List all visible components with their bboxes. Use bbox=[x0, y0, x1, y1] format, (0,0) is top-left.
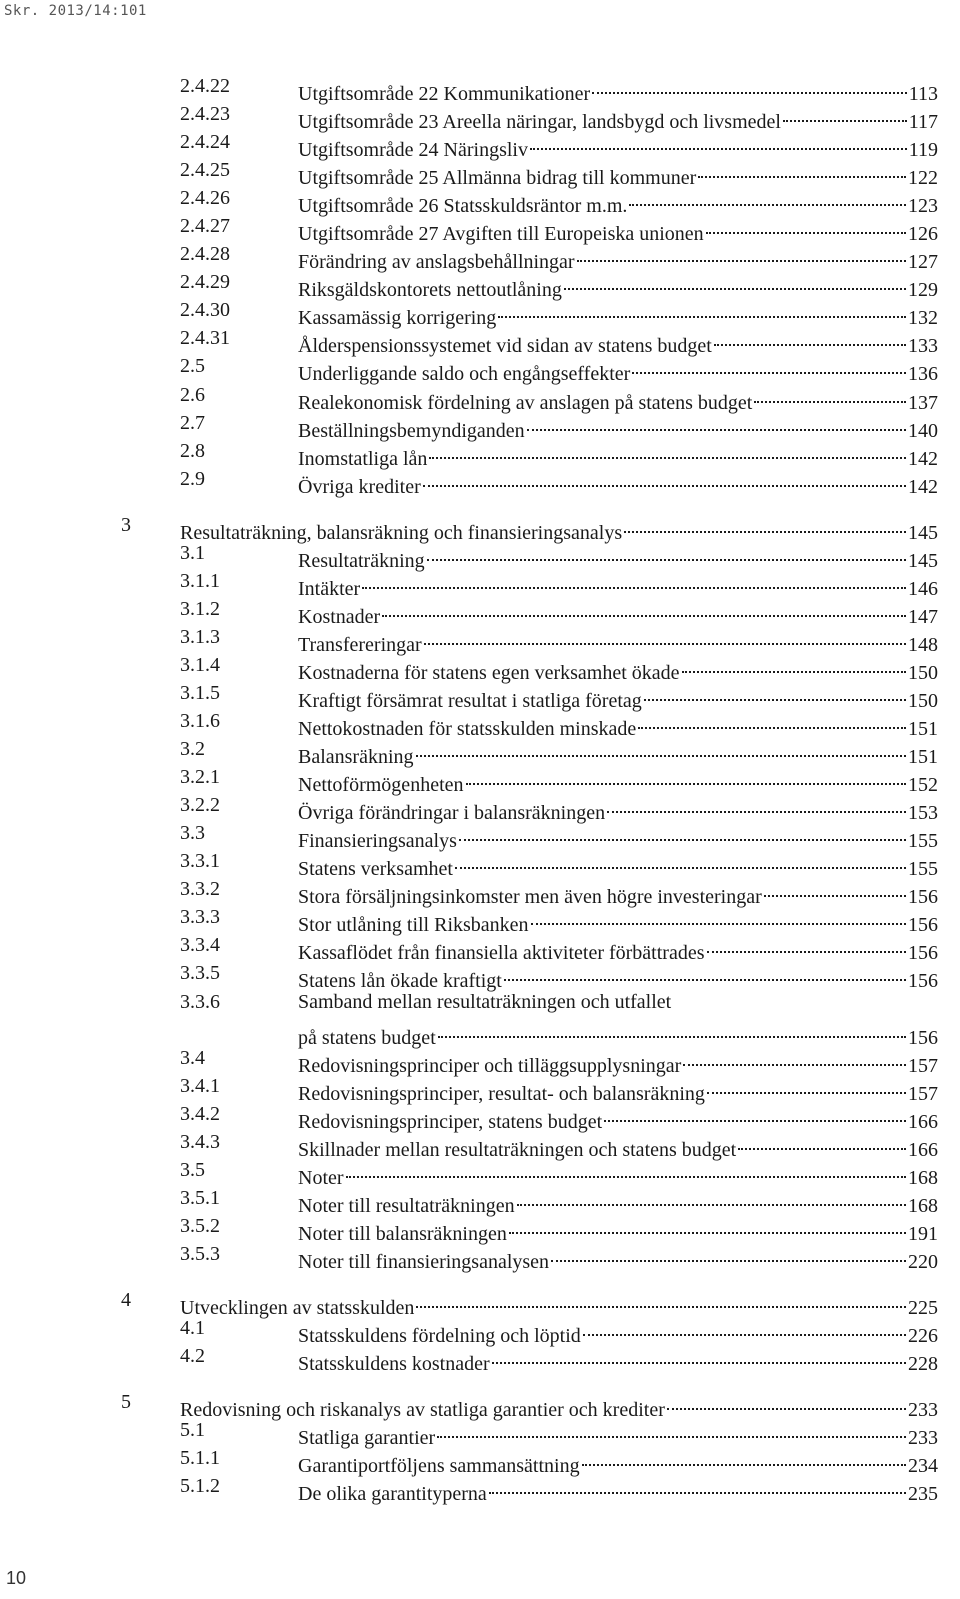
toc-entry-title: Finansieringsanalys bbox=[298, 830, 457, 853]
dot-leader bbox=[455, 847, 906, 875]
toc-entry[interactable] bbox=[0, 875, 960, 909]
toc-entry-title: Utgiftsområde 24 Näringsliv bbox=[298, 139, 528, 162]
toc-entry-page: 155 bbox=[908, 830, 938, 853]
toc-entry-title: Kassamässig korrigering bbox=[298, 307, 497, 330]
toc-entry-number: 3.4.2 bbox=[180, 1102, 220, 1125]
dot-leader bbox=[683, 1044, 906, 1072]
toc-entry-title: Nettokostnaden för statsskulden minskade bbox=[298, 718, 637, 741]
toc-entry[interactable] bbox=[0, 352, 960, 386]
dot-leader bbox=[424, 623, 906, 651]
toc-chapter-entry[interactable] bbox=[0, 1286, 960, 1319]
toc-entry-title-line1: Samband mellan resultaträkningen och utfallet bbox=[298, 990, 672, 1013]
toc-entry[interactable] bbox=[0, 1184, 960, 1217]
dot-leader bbox=[459, 819, 906, 847]
toc-entry-number: 3.5.2 bbox=[180, 1214, 220, 1237]
toc-entry-number: 3.3.4 bbox=[180, 934, 220, 957]
toc-entry-title: Ålderspensionssystemet vid sidan av statens budget bbox=[298, 335, 712, 358]
toc-entry-title: Underliggande saldo och engångseffekter bbox=[298, 363, 631, 386]
toc-entry-title: Statens verksamhet bbox=[298, 858, 453, 881]
toc-entry-number: 3.4 bbox=[180, 1046, 205, 1069]
toc-entry[interactable] bbox=[0, 707, 960, 741]
toc-entry[interactable] bbox=[0, 184, 960, 218]
toc-entry-page: 156 bbox=[908, 970, 938, 993]
toc-entry-page: 226 bbox=[908, 1325, 938, 1348]
toc-entry-number: 3.3.6 bbox=[180, 990, 220, 1013]
toc-entry-page: 153 bbox=[908, 802, 938, 825]
toc-entry-number: 4.2 bbox=[180, 1345, 205, 1368]
toc-chapter-entry[interactable] bbox=[0, 1388, 960, 1422]
toc-entry-number: 5.1.2 bbox=[180, 1475, 220, 1498]
dot-leader bbox=[707, 931, 907, 959]
toc-entry-number: 3.4.1 bbox=[180, 1074, 220, 1097]
dot-leader bbox=[346, 1156, 906, 1184]
toc-entry-page: 156 bbox=[908, 942, 938, 965]
toc-entry[interactable] bbox=[0, 1240, 960, 1273]
dot-leader bbox=[530, 128, 907, 156]
toc-entry-number: 2.4.27 bbox=[180, 215, 230, 238]
toc-entry-number: 3.4.3 bbox=[180, 1130, 220, 1153]
toc-entry-page: 225 bbox=[908, 1296, 938, 1319]
toc-entry-page: 146 bbox=[908, 577, 938, 600]
toc-entry-title: Redovisningsprinciper, statens budget bbox=[298, 1110, 603, 1133]
toc-entry[interactable] bbox=[0, 212, 960, 246]
toc-entry-number: 3.1 bbox=[180, 541, 205, 564]
toc-entry[interactable] bbox=[0, 128, 960, 162]
toc-entry-page: 233 bbox=[908, 1427, 938, 1450]
toc-entry-title: på statens budget bbox=[298, 1026, 436, 1049]
toc-entry-number: 5 bbox=[121, 1391, 131, 1414]
toc-entry-page: 151 bbox=[908, 718, 938, 741]
dot-leader bbox=[707, 1072, 906, 1100]
toc-entry-title: Inomstatliga lån bbox=[298, 447, 428, 470]
toc-entry-page: 233 bbox=[908, 1399, 938, 1422]
toc-entry-page: 140 bbox=[908, 419, 938, 442]
toc-entry-page: 133 bbox=[908, 335, 938, 358]
dot-leader bbox=[466, 763, 907, 791]
toc-entry-page: 142 bbox=[908, 447, 938, 470]
toc-entry-number: 2.4.31 bbox=[180, 327, 230, 350]
toc-entry-page: 132 bbox=[908, 307, 938, 330]
toc-entry-page: 113 bbox=[908, 83, 938, 105]
dot-leader bbox=[427, 539, 906, 567]
toc-entry[interactable] bbox=[0, 1416, 960, 1450]
toc-entry[interactable] bbox=[0, 623, 960, 656]
toc-entry-number: 2.4.30 bbox=[180, 299, 230, 322]
toc-entry-page: 235 bbox=[908, 1483, 938, 1506]
dot-leader bbox=[527, 409, 906, 437]
dot-leader bbox=[604, 1100, 906, 1128]
toc-entry[interactable] bbox=[0, 409, 960, 442]
toc-entry-page: 228 bbox=[908, 1353, 938, 1376]
toc-entry-title: Utgiftsområde 25 Allmänna bidrag till kommuner bbox=[298, 167, 697, 190]
dot-leader bbox=[416, 735, 906, 763]
toc-entry[interactable] bbox=[0, 1342, 960, 1376]
toc-entry-page: 151 bbox=[908, 746, 938, 769]
toc-entry-title: Utgiftsområde 23 Areella näringar, landsbygd och livsmedel bbox=[298, 111, 781, 134]
toc-entry-number: 3.2 bbox=[180, 738, 205, 761]
toc-entry[interactable] bbox=[0, 1044, 960, 1077]
dot-leader bbox=[764, 875, 906, 903]
toc-entry[interactable] bbox=[0, 539, 960, 572]
toc-entry-title: Noter till resultaträkningen bbox=[298, 1194, 515, 1217]
toc-entry-title: Statens lån ökade kraftigt bbox=[298, 970, 502, 993]
toc-entry-number: 4 bbox=[121, 1288, 131, 1311]
table-of-contents bbox=[0, 72, 960, 1506]
toc-entry-number: 3.2.2 bbox=[180, 794, 220, 817]
toc-entry-page: 123 bbox=[908, 195, 938, 218]
toc-entry-title: Statsskuldens kostnader bbox=[298, 1353, 490, 1376]
toc-entry-title: Transfereringar bbox=[298, 633, 422, 656]
dot-leader bbox=[607, 791, 906, 819]
toc-entry-number: 3.5.3 bbox=[180, 1242, 220, 1265]
toc-entry-title: Statliga garantier bbox=[298, 1427, 436, 1450]
toc-entry-page: 234 bbox=[908, 1455, 938, 1478]
toc-entry-title: Beställningsbemyndiganden bbox=[298, 419, 525, 442]
toc-entry[interactable] bbox=[0, 763, 960, 797]
toc-entry[interactable] bbox=[0, 1128, 960, 1161]
dot-leader bbox=[706, 212, 906, 240]
dot-leader bbox=[783, 100, 907, 128]
toc-entry-page: 147 bbox=[908, 605, 938, 628]
dot-leader bbox=[382, 595, 906, 623]
toc-entry[interactable] bbox=[0, 296, 960, 330]
toc-entry-title: Utvecklingen av statsskulden bbox=[180, 1296, 415, 1319]
toc-entry-number: 3.1.4 bbox=[180, 653, 220, 676]
toc-entry-page: 156 bbox=[908, 886, 938, 909]
dot-leader bbox=[362, 567, 906, 595]
toc-entry-title: Utgiftsområde 26 Statsskuldsräntor m.m. bbox=[298, 195, 628, 218]
toc-entry-number: 2.4.24 bbox=[180, 131, 230, 154]
toc-entry[interactable] bbox=[0, 931, 960, 965]
toc-entry-line bbox=[298, 1342, 938, 1378]
toc-entry-page: 136 bbox=[908, 363, 938, 386]
toc-entry-number: 5.1.1 bbox=[180, 1447, 220, 1470]
toc-entry[interactable] bbox=[0, 791, 960, 825]
toc-entry-page: 157 bbox=[908, 1082, 938, 1105]
toc-entry-page: 122 bbox=[908, 167, 938, 190]
toc-entry[interactable] bbox=[0, 1444, 960, 1478]
dot-leader bbox=[582, 1444, 906, 1472]
dot-leader bbox=[492, 1342, 906, 1370]
toc-entry-title: Garantiportföljens sammansättning bbox=[298, 1455, 580, 1478]
toc-entry-title: Redovisningsprinciper, resultat- och balansräkning bbox=[298, 1082, 705, 1105]
toc-entry[interactable] bbox=[0, 567, 960, 600]
toc-entry-page: 145 bbox=[908, 549, 938, 572]
toc-entry-number: 3.1.6 bbox=[180, 710, 220, 733]
toc-entry[interactable] bbox=[0, 988, 960, 1049]
toc-entry-number: 2.4.28 bbox=[180, 243, 230, 266]
toc-entry-page: 168 bbox=[908, 1166, 938, 1189]
dot-leader bbox=[629, 184, 906, 212]
toc-entry-number: 2.6 bbox=[180, 383, 205, 406]
toc-entry-number: 3.3.2 bbox=[180, 878, 220, 901]
toc-entry-number: 3.1.3 bbox=[180, 625, 220, 648]
toc-entry[interactable] bbox=[0, 959, 960, 993]
toc-entry-page: 191 bbox=[908, 1222, 938, 1245]
dot-leader bbox=[517, 1184, 906, 1212]
toc-entry[interactable] bbox=[0, 1212, 960, 1245]
dot-leader bbox=[624, 511, 906, 539]
toc-entry-page: 126 bbox=[908, 223, 938, 246]
toc-entry-number: 2.4.26 bbox=[180, 187, 230, 210]
toc-entry-page: 137 bbox=[908, 391, 938, 414]
toc-entry-title: Stora försäljningsinkomster men även högre investeringar bbox=[298, 886, 762, 909]
toc-entry-number: 2.4.29 bbox=[180, 271, 230, 294]
toc-entry-title: Riksgäldskontorets nettoutlåning bbox=[298, 279, 562, 302]
dot-leader bbox=[738, 1128, 906, 1156]
dot-leader bbox=[438, 1016, 906, 1044]
toc-entry-page: 156 bbox=[908, 1026, 938, 1049]
toc-entry-title: Förändring av anslagsbehållningar bbox=[298, 251, 575, 274]
toc-entry-line bbox=[298, 1472, 938, 1508]
toc-entry-number: 5.1 bbox=[180, 1419, 205, 1442]
toc-entry-title: Kassaflödet från finansiella aktiviteter förbättrades bbox=[298, 942, 705, 965]
toc-entry-title: Utgiftsområde 27 Avgiften till Europeiska unionen bbox=[298, 223, 704, 246]
toc-entry-title: Resultaträkning, balansräkning och finansieringsanalys bbox=[180, 521, 623, 544]
dot-leader bbox=[551, 1240, 906, 1268]
toc-entry[interactable] bbox=[0, 381, 960, 414]
dot-leader bbox=[667, 1388, 906, 1416]
dot-leader bbox=[632, 352, 906, 380]
toc-entry-page: 155 bbox=[908, 858, 938, 881]
toc-entry-page: 148 bbox=[908, 633, 938, 656]
toc-entry-number: 3.3.3 bbox=[180, 906, 220, 929]
dot-leader bbox=[423, 465, 906, 493]
dot-leader bbox=[564, 268, 906, 296]
toc-entry-title: Statsskuldens fördelning och löptid bbox=[298, 1325, 581, 1348]
toc-entry-page: 157 bbox=[908, 1054, 938, 1077]
toc-entry-title: Nettoförmögenheten bbox=[298, 774, 464, 797]
toc-entry-page: 220 bbox=[908, 1250, 938, 1273]
toc-entry-page: 119 bbox=[908, 139, 938, 162]
toc-entry-number: 3.2.1 bbox=[180, 766, 220, 789]
dot-leader bbox=[437, 1416, 906, 1444]
toc-entry-page: 142 bbox=[908, 475, 938, 498]
toc-entry-title: Noter till balansräkningen bbox=[298, 1222, 507, 1245]
toc-entry-number: 2.8 bbox=[180, 439, 205, 462]
toc-entry-page: 166 bbox=[908, 1138, 938, 1161]
toc-entry[interactable] bbox=[0, 595, 960, 628]
dot-leader bbox=[714, 324, 906, 352]
toc-entry-title: Kraftigt försämrat resultat i statliga företag bbox=[298, 689, 642, 712]
toc-entry-number: 2.9 bbox=[180, 467, 205, 490]
dot-leader bbox=[509, 1212, 906, 1240]
toc-entry-number: 3.1.1 bbox=[180, 569, 220, 592]
toc-entry-number: 3.1.2 bbox=[180, 597, 220, 620]
dot-leader bbox=[498, 296, 906, 324]
toc-entry-title: Balansräkning bbox=[298, 746, 414, 769]
dot-leader bbox=[583, 1314, 906, 1342]
toc-entry-page: 166 bbox=[908, 1110, 938, 1133]
toc-entry-page: 150 bbox=[908, 661, 938, 684]
toc-entry-page: 129 bbox=[908, 279, 938, 302]
toc-entry-title: Noter bbox=[298, 1166, 344, 1189]
toc-entry[interactable] bbox=[0, 268, 960, 302]
dot-leader bbox=[531, 903, 906, 931]
toc-entry-number: 2.5 bbox=[180, 355, 205, 378]
toc-entry-number: 3.5.1 bbox=[180, 1186, 220, 1209]
toc-entry-page: 150 bbox=[908, 689, 938, 712]
dot-leader bbox=[638, 707, 906, 735]
toc-entry[interactable] bbox=[0, 679, 960, 712]
toc-entry[interactable] bbox=[0, 819, 960, 853]
toc-entry-title: Resultaträkning bbox=[298, 549, 425, 572]
toc-entry-title: Utgiftsområde 22 Kommunikationer bbox=[298, 83, 591, 105]
toc-entry-number: 3.3 bbox=[180, 822, 205, 845]
toc-entry[interactable] bbox=[0, 465, 960, 498]
toc-entry-line bbox=[298, 465, 938, 501]
toc-entry[interactable] bbox=[0, 903, 960, 937]
toc-entry[interactable] bbox=[0, 1314, 960, 1348]
toc-entry-number: 2.4.22 bbox=[180, 75, 230, 97]
toc-entry-number: 4.1 bbox=[180, 1317, 205, 1340]
toc-chapter-entry[interactable] bbox=[0, 511, 960, 544]
toc-entry-number: 2.4.25 bbox=[180, 159, 230, 182]
toc-entry[interactable] bbox=[0, 847, 960, 881]
toc-entry-page: 145 bbox=[908, 521, 938, 544]
toc-entry-title: De olika garantityperna bbox=[298, 1483, 487, 1506]
toc-entry-number: 2.7 bbox=[180, 411, 205, 434]
toc-entry-page: 127 bbox=[908, 251, 938, 274]
toc-entry-number: 2.4.23 bbox=[180, 103, 230, 126]
toc-entry-title: Redovisning och riskanalys av statliga garantier och krediter bbox=[180, 1399, 665, 1422]
toc-entry[interactable] bbox=[0, 72, 960, 105]
toc-entry[interactable] bbox=[0, 651, 960, 684]
toc-entry[interactable] bbox=[0, 735, 960, 769]
toc-entry-title: Noter till finansieringsanalysen bbox=[298, 1250, 550, 1273]
toc-entry-title: Realekonomisk fördelning av anslagen på statens budget bbox=[298, 391, 753, 414]
toc-entry-title: Kostnaderna för statens egen verksamhet ökade bbox=[298, 661, 680, 684]
toc-entry-number: 3.5 bbox=[180, 1158, 205, 1181]
toc-entry-line bbox=[298, 1240, 938, 1276]
dot-leader bbox=[754, 381, 906, 409]
dot-leader bbox=[644, 679, 906, 707]
dot-leader bbox=[698, 156, 906, 184]
toc-entry-title: Intäkter bbox=[298, 577, 361, 600]
toc-entry[interactable] bbox=[0, 437, 960, 470]
toc-entry-title: Övriga förändringar i balansräkningen bbox=[298, 802, 606, 825]
dot-leader bbox=[429, 437, 906, 465]
toc-entry-title: Redovisningsprinciper och tilläggsupplysningar bbox=[298, 1054, 682, 1077]
dot-leader bbox=[682, 651, 906, 679]
toc-entry-title: Kostnader bbox=[298, 605, 381, 628]
toc-entry-number: 3 bbox=[121, 513, 131, 536]
toc-entry[interactable] bbox=[0, 1072, 960, 1105]
toc-entry-title: Stor utlåning till Riksbanken bbox=[298, 914, 529, 937]
toc-entry[interactable] bbox=[0, 324, 960, 358]
toc-entry-page: 152 bbox=[908, 774, 938, 797]
toc-entry-number: 3.1.5 bbox=[180, 681, 220, 704]
page-number: 10 bbox=[6, 1568, 27, 1588]
toc-entry[interactable] bbox=[0, 1472, 960, 1506]
dot-leader bbox=[577, 240, 906, 268]
toc-entry-page: 168 bbox=[908, 1194, 938, 1217]
toc-entry[interactable] bbox=[0, 1156, 960, 1189]
toc-entry[interactable] bbox=[0, 156, 960, 190]
toc-entry-title: Övriga krediter bbox=[298, 475, 421, 498]
toc-entry-title: Skillnader mellan resultaträkningen och statens budget bbox=[298, 1138, 737, 1161]
dot-leader bbox=[416, 1286, 906, 1314]
toc-entry-page: 156 bbox=[908, 914, 938, 937]
toc-entry[interactable] bbox=[0, 240, 960, 274]
dot-leader bbox=[489, 1472, 906, 1500]
toc-entry-page: 117 bbox=[908, 111, 938, 134]
dot-leader bbox=[504, 959, 906, 987]
dot-leader bbox=[592, 72, 907, 100]
toc-entry[interactable] bbox=[0, 1100, 960, 1133]
toc-entry-number: 3.3.5 bbox=[180, 962, 220, 985]
toc-entry-number: 3.3.1 bbox=[180, 850, 220, 873]
toc-entry[interactable] bbox=[0, 100, 960, 134]
document-header: Skr. 2013/14:101 bbox=[4, 3, 147, 19]
